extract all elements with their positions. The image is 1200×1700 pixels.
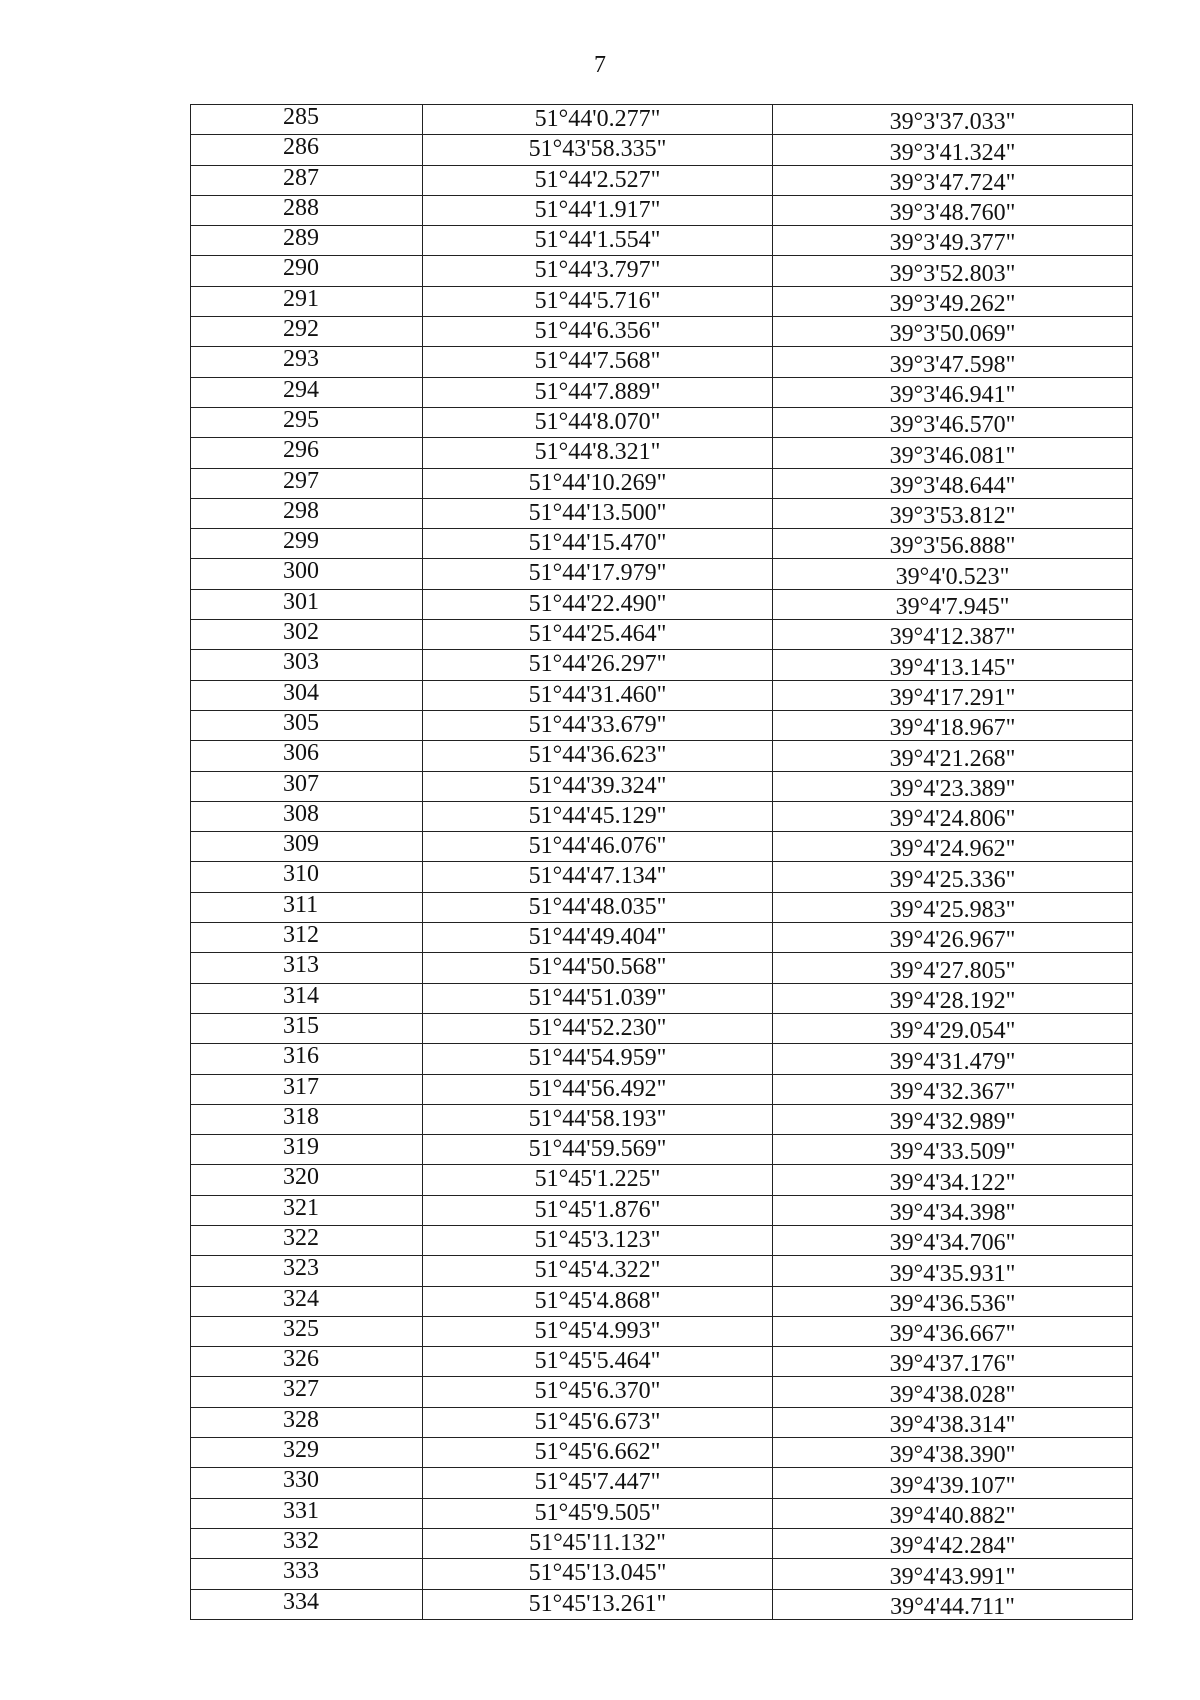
longitude-cell: 39°4'26.967" xyxy=(773,923,1133,953)
point-number-cell: 317 xyxy=(191,1074,423,1104)
point-number-cell: 301 xyxy=(191,589,423,619)
latitude-cell: 51°44'26.297" xyxy=(423,650,773,680)
latitude-cell: 51°44'5.716" xyxy=(423,286,773,316)
table-row xyxy=(191,589,1133,619)
point-number-cell: 300 xyxy=(191,559,423,589)
latitude-cell: 51°44'22.490" xyxy=(423,589,773,619)
latitude-cell: 51°45'6.662" xyxy=(423,1438,773,1468)
table-row xyxy=(191,1377,1133,1407)
table-row xyxy=(191,1589,1133,1619)
latitude-cell: 51°44'45.129" xyxy=(423,801,773,831)
table-row xyxy=(191,1438,1133,1468)
longitude-cell: 39°3'47.724" xyxy=(773,165,1133,195)
longitude-cell: 39°4'39.107" xyxy=(773,1468,1133,1498)
longitude-cell: 39°4'12.387" xyxy=(773,620,1133,650)
table-row xyxy=(191,862,1133,892)
longitude-cell: 39°4'0.523" xyxy=(773,559,1133,589)
table-row xyxy=(191,317,1133,347)
longitude-cell: 39°4'18.967" xyxy=(773,710,1133,740)
point-number-cell: 330 xyxy=(191,1468,423,1498)
latitude-cell: 51°44'10.269" xyxy=(423,468,773,498)
longitude-cell: 39°4'23.389" xyxy=(773,771,1133,801)
point-number-cell: 293 xyxy=(191,347,423,377)
latitude-cell: 51°45'4.993" xyxy=(423,1316,773,1346)
point-number-cell: 320 xyxy=(191,1165,423,1195)
point-number-cell: 318 xyxy=(191,1104,423,1134)
latitude-cell: 51°44'48.035" xyxy=(423,892,773,922)
coordinates-table xyxy=(190,104,1133,1620)
point-number-cell: 302 xyxy=(191,620,423,650)
longitude-cell: 39°4'7.945" xyxy=(773,589,1133,619)
latitude-cell: 51°45'11.132" xyxy=(423,1528,773,1558)
latitude-cell: 51°45'6.673" xyxy=(423,1407,773,1437)
longitude-cell: 39°4'33.509" xyxy=(773,1135,1133,1165)
point-number-cell: 333 xyxy=(191,1559,423,1589)
point-number-cell: 307 xyxy=(191,771,423,801)
point-number-cell: 309 xyxy=(191,832,423,862)
latitude-cell: 51°44'25.464" xyxy=(423,620,773,650)
table-row xyxy=(191,1528,1133,1558)
table-row xyxy=(191,1468,1133,1498)
point-number-cell: 331 xyxy=(191,1498,423,1528)
table-row xyxy=(191,195,1133,225)
point-number-cell: 324 xyxy=(191,1286,423,1316)
longitude-cell: 39°4'35.931" xyxy=(773,1256,1133,1286)
point-number-cell: 303 xyxy=(191,650,423,680)
point-number-cell: 291 xyxy=(191,286,423,316)
latitude-cell: 51°44'33.679" xyxy=(423,710,773,740)
page-number: 7 xyxy=(594,52,606,78)
table-row xyxy=(191,105,1133,135)
point-number-cell: 334 xyxy=(191,1589,423,1619)
latitude-cell: 51°44'1.917" xyxy=(423,195,773,225)
longitude-cell: 39°3'47.598" xyxy=(773,347,1133,377)
table-row xyxy=(191,1559,1133,1589)
table-row xyxy=(191,1407,1133,1437)
table-row xyxy=(191,923,1133,953)
point-number-cell: 298 xyxy=(191,498,423,528)
longitude-cell: 39°4'27.805" xyxy=(773,953,1133,983)
longitude-cell: 39°3'46.081" xyxy=(773,438,1133,468)
latitude-cell: 51°44'7.889" xyxy=(423,377,773,407)
table-row xyxy=(191,1044,1133,1074)
table-row xyxy=(191,1013,1133,1043)
latitude-cell: 51°44'58.193" xyxy=(423,1104,773,1134)
table-row xyxy=(191,1074,1133,1104)
longitude-cell: 39°4'43.991" xyxy=(773,1559,1133,1589)
longitude-cell: 39°4'34.706" xyxy=(773,1225,1133,1255)
point-number-cell: 294 xyxy=(191,377,423,407)
latitude-cell: 51°44'46.076" xyxy=(423,832,773,862)
table-row xyxy=(191,1256,1133,1286)
point-number-cell: 328 xyxy=(191,1407,423,1437)
longitude-cell: 39°4'28.192" xyxy=(773,983,1133,1013)
table-row xyxy=(191,771,1133,801)
longitude-cell: 39°4'24.806" xyxy=(773,801,1133,831)
longitude-cell: 39°3'49.262" xyxy=(773,286,1133,316)
latitude-cell: 51°45'1.876" xyxy=(423,1195,773,1225)
longitude-cell: 39°4'29.054" xyxy=(773,1013,1133,1043)
longitude-cell: 39°4'37.176" xyxy=(773,1347,1133,1377)
latitude-cell: 51°45'6.370" xyxy=(423,1377,773,1407)
point-number-cell: 296 xyxy=(191,438,423,468)
table-row xyxy=(191,983,1133,1013)
latitude-cell: 51°45'4.868" xyxy=(423,1286,773,1316)
latitude-cell: 51°44'17.979" xyxy=(423,559,773,589)
longitude-cell: 39°4'44.711" xyxy=(773,1589,1133,1619)
table-row xyxy=(191,347,1133,377)
point-number-cell: 304 xyxy=(191,680,423,710)
longitude-cell: 39°4'21.268" xyxy=(773,741,1133,771)
longitude-cell: 39°4'31.479" xyxy=(773,1044,1133,1074)
table-row xyxy=(191,1225,1133,1255)
longitude-cell: 39°4'38.390" xyxy=(773,1438,1133,1468)
table-row xyxy=(191,1286,1133,1316)
longitude-cell: 39°3'52.803" xyxy=(773,256,1133,286)
latitude-cell: 51°45'4.322" xyxy=(423,1256,773,1286)
longitude-cell: 39°4'34.122" xyxy=(773,1165,1133,1195)
longitude-cell: 39°3'50.069" xyxy=(773,317,1133,347)
point-number-cell: 329 xyxy=(191,1438,423,1468)
longitude-cell: 39°3'46.941" xyxy=(773,377,1133,407)
latitude-cell: 51°44'0.277" xyxy=(423,105,773,135)
latitude-cell: 51°45'13.261" xyxy=(423,1589,773,1619)
point-number-cell: 313 xyxy=(191,953,423,983)
point-number-cell: 327 xyxy=(191,1377,423,1407)
table-row xyxy=(191,135,1133,165)
table-row xyxy=(191,741,1133,771)
latitude-cell: 51°44'7.568" xyxy=(423,347,773,377)
latitude-cell: 51°44'50.568" xyxy=(423,953,773,983)
point-number-cell: 288 xyxy=(191,195,423,225)
longitude-cell: 39°4'24.962" xyxy=(773,832,1133,862)
point-number-cell: 306 xyxy=(191,741,423,771)
point-number-cell: 323 xyxy=(191,1256,423,1286)
table-row xyxy=(191,226,1133,256)
longitude-cell: 39°4'13.145" xyxy=(773,650,1133,680)
latitude-cell: 51°44'3.797" xyxy=(423,256,773,286)
longitude-cell: 39°4'32.367" xyxy=(773,1074,1133,1104)
table-row xyxy=(191,529,1133,559)
longitude-cell: 39°3'49.377" xyxy=(773,226,1133,256)
point-number-cell: 322 xyxy=(191,1225,423,1255)
point-number-cell: 314 xyxy=(191,983,423,1013)
longitude-cell: 39°4'25.983" xyxy=(773,892,1133,922)
point-number-cell: 316 xyxy=(191,1044,423,1074)
latitude-cell: 51°44'31.460" xyxy=(423,680,773,710)
table-row xyxy=(191,1347,1133,1377)
table-row xyxy=(191,680,1133,710)
point-number-cell: 321 xyxy=(191,1195,423,1225)
latitude-cell: 51°44'47.134" xyxy=(423,862,773,892)
point-number-cell: 286 xyxy=(191,135,423,165)
table-row xyxy=(191,286,1133,316)
table-row xyxy=(191,1135,1133,1165)
longitude-cell: 39°4'17.291" xyxy=(773,680,1133,710)
latitude-cell: 51°44'39.324" xyxy=(423,771,773,801)
point-number-cell: 305 xyxy=(191,710,423,740)
latitude-cell: 51°44'13.500" xyxy=(423,498,773,528)
table-row xyxy=(191,1195,1133,1225)
longitude-cell: 39°4'36.667" xyxy=(773,1316,1133,1346)
latitude-cell: 51°44'8.070" xyxy=(423,407,773,437)
table-row xyxy=(191,1498,1133,1528)
point-number-cell: 289 xyxy=(191,226,423,256)
latitude-cell: 51°44'56.492" xyxy=(423,1074,773,1104)
point-number-cell: 332 xyxy=(191,1528,423,1558)
table-row xyxy=(191,801,1133,831)
point-number-cell: 310 xyxy=(191,862,423,892)
longitude-cell: 39°3'56.888" xyxy=(773,529,1133,559)
table-row xyxy=(191,620,1133,650)
latitude-cell: 51°45'13.045" xyxy=(423,1559,773,1589)
table-row xyxy=(191,892,1133,922)
longitude-cell: 39°4'38.314" xyxy=(773,1407,1133,1437)
longitude-cell: 39°4'40.882" xyxy=(773,1498,1133,1528)
point-number-cell: 311 xyxy=(191,892,423,922)
point-number-cell: 287 xyxy=(191,165,423,195)
latitude-cell: 51°45'7.447" xyxy=(423,1468,773,1498)
longitude-cell: 39°4'36.536" xyxy=(773,1286,1133,1316)
point-number-cell: 315 xyxy=(191,1013,423,1043)
latitude-cell: 51°43'58.335" xyxy=(423,135,773,165)
table-row xyxy=(191,953,1133,983)
point-number-cell: 319 xyxy=(191,1135,423,1165)
table-row xyxy=(191,468,1133,498)
latitude-cell: 51°44'6.356" xyxy=(423,317,773,347)
latitude-cell: 51°45'9.505" xyxy=(423,1498,773,1528)
point-number-cell: 295 xyxy=(191,407,423,437)
longitude-cell: 39°3'48.760" xyxy=(773,195,1133,225)
point-number-cell: 308 xyxy=(191,801,423,831)
latitude-cell: 51°45'5.464" xyxy=(423,1347,773,1377)
latitude-cell: 51°44'36.623" xyxy=(423,741,773,771)
longitude-cell: 39°3'37.033" xyxy=(773,105,1133,135)
table-row xyxy=(191,498,1133,528)
table-row xyxy=(191,650,1133,680)
longitude-cell: 39°4'42.284" xyxy=(773,1528,1133,1558)
point-number-cell: 326 xyxy=(191,1347,423,1377)
latitude-cell: 51°44'51.039" xyxy=(423,983,773,1013)
point-number-cell: 325 xyxy=(191,1316,423,1346)
longitude-cell: 39°3'41.324" xyxy=(773,135,1133,165)
point-number-cell: 292 xyxy=(191,317,423,347)
longitude-cell: 39°4'38.028" xyxy=(773,1377,1133,1407)
table-row xyxy=(191,559,1133,589)
longitude-cell: 39°3'48.644" xyxy=(773,468,1133,498)
latitude-cell: 51°44'15.470" xyxy=(423,529,773,559)
latitude-cell: 51°44'1.554" xyxy=(423,226,773,256)
table-row xyxy=(191,1104,1133,1134)
latitude-cell: 51°44'52.230" xyxy=(423,1013,773,1043)
latitude-cell: 51°45'1.225" xyxy=(423,1165,773,1195)
point-number-cell: 285 xyxy=(191,105,423,135)
table-row xyxy=(191,710,1133,740)
latitude-cell: 51°44'49.404" xyxy=(423,923,773,953)
table-row xyxy=(191,165,1133,195)
table-row xyxy=(191,377,1133,407)
longitude-cell: 39°3'53.812" xyxy=(773,498,1133,528)
point-number-cell: 312 xyxy=(191,923,423,953)
latitude-cell: 51°45'3.123" xyxy=(423,1225,773,1255)
point-number-cell: 297 xyxy=(191,468,423,498)
point-number-cell: 290 xyxy=(191,256,423,286)
latitude-cell: 51°44'54.959" xyxy=(423,1044,773,1074)
longitude-cell: 39°4'34.398" xyxy=(773,1195,1133,1225)
table-row xyxy=(191,1165,1133,1195)
table-row xyxy=(191,1316,1133,1346)
latitude-cell: 51°44'59.569" xyxy=(423,1135,773,1165)
coordinates-table-body xyxy=(191,105,1133,1620)
table-row xyxy=(191,407,1133,437)
longitude-cell: 39°4'32.989" xyxy=(773,1104,1133,1134)
longitude-cell: 39°3'46.570" xyxy=(773,407,1133,437)
table-row xyxy=(191,256,1133,286)
latitude-cell: 51°44'8.321" xyxy=(423,438,773,468)
table-row xyxy=(191,832,1133,862)
point-number-cell: 299 xyxy=(191,529,423,559)
table-row xyxy=(191,438,1133,468)
longitude-cell: 39°4'25.336" xyxy=(773,862,1133,892)
latitude-cell: 51°44'2.527" xyxy=(423,165,773,195)
